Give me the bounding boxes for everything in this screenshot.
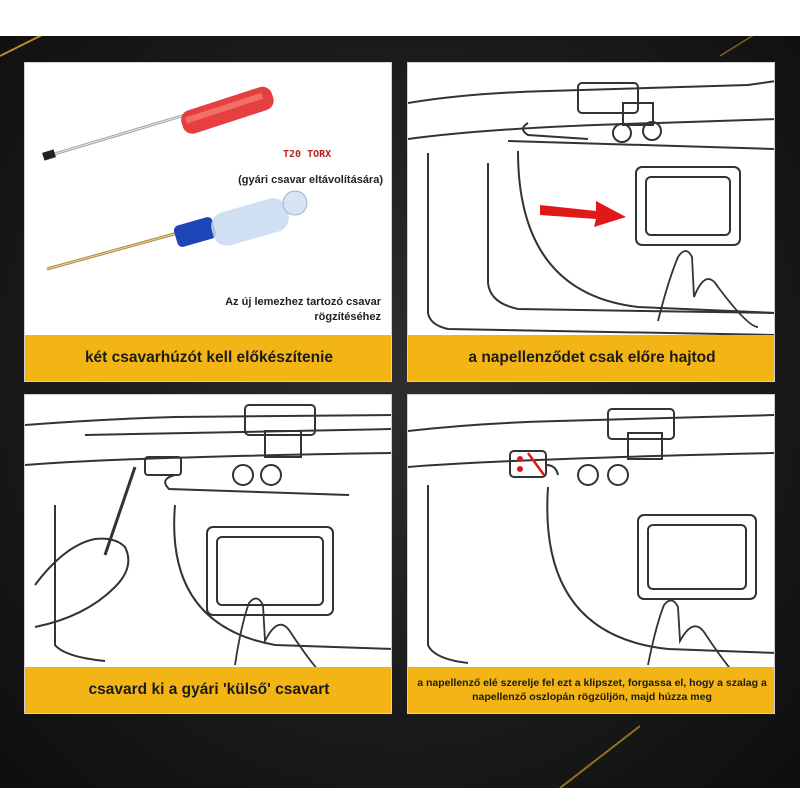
hand-icon: [648, 600, 736, 669]
blue-screwdriver-note: Az új lemezhez tartozó csavar rögzítéséhez: [225, 296, 381, 323]
step-3-panel: [24, 394, 392, 714]
sun-visor-illustration: [25, 395, 392, 669]
step-1-panel: [24, 62, 392, 382]
step-4-caption: a napellenző elé szerelje fel ezt a klipszet, forgassa el, hogy a szalag a napellenző oszlopán rögzüljön, majd húzza meg: [408, 667, 775, 713]
sun-visor-illustration: [408, 395, 775, 669]
instruction-board: [0, 36, 800, 788]
sun-visor-illustration: [408, 63, 775, 337]
hand-icon: [235, 598, 321, 669]
step-4-panel: [407, 394, 775, 714]
hand-icon: [658, 251, 758, 327]
blue-screwdriver-icon: [47, 191, 307, 269]
red-screwdriver-note: (gyári csavar eltávolítására): [238, 174, 383, 186]
step-2-caption: a napellenződet csak előre hajtod: [408, 335, 775, 381]
red-screwdriver-icon: [42, 84, 276, 160]
step-3-caption: csavard ki a gyári 'külső' csavart: [25, 667, 392, 713]
tool-type-label: T20 TORX: [283, 149, 332, 160]
step-1-caption: két csavarhúzót kell előkészítenie: [25, 335, 392, 381]
screwdriver-in-hand-icon: [35, 467, 135, 627]
step-2-panel: [407, 62, 775, 382]
